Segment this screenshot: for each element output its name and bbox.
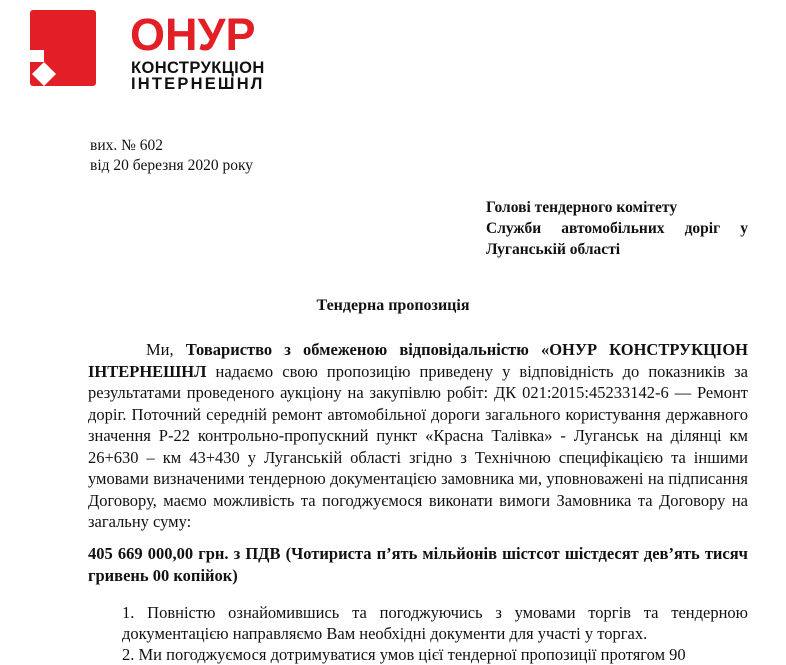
addressee-line: Служби автомобільних доріг у [486,220,748,237]
body-text: надаємо свою пропозицію приведену у відповідність до показників за результатами проведеного аукціону на закупівлю робіт: ДК 021:2015:45233142-6 — Ремонт доріг. Поточний середній ремонт автомобільної дороги загального користування державного значення Р-22 контрольно-пропускний пункт «Красна Талівка» - Луганськ на ділянці км 26+630 – км 43+430 у Луганській області згідно з Технічною специфікацією та іншими умовами визначеними тендерною документацією замовника ми, уповноважені на підписання Договору, маємо можливість та погоджуємося виконати вимоги Замовника та Договору на загальну суму: [88,361,748,531]
company-logo [30,9,270,93]
document-title: Тендерна пропозиція [316,297,470,314]
logo-name: ОНУР [130,9,256,60]
logo-mark-icon [30,10,96,86]
addressee-block [486,197,748,260]
company-name: Товариство з обмеженою відповідальністю «ОНУР КОНСТРУКЦІОН ІНТЕРНЕШНЛ [88,340,748,381]
outgoing-reference [90,136,253,176]
list-item: 1. Повністю ознайомившись та погоджуючись з умовами торгів та тендерною документацією направляємо Вам необхідні документи для участі у торгах. [122,603,748,643]
total-amount: 405 669 000,00 грн. з ПДВ (Чотириста п’ять мільйонів шістсот шістдесят дев’ять тисяч гривень 00 копійок) [88,544,748,585]
addressee-line: Голові тендерного комітету [486,199,678,216]
proposal-paragraph [88,339,748,533]
reference-number: вих. № 602 [90,137,164,154]
logo-subtitle-line2: ІНТЕРНЕШНЛ [131,75,265,93]
reference-date: від 20 березня 2020 року [90,157,253,174]
conditions-list [88,602,748,665]
list-item: 2. Ми погоджуємося дотримуватися умов цієї тендерної пропозиції протягом 90 [122,645,686,664]
logo-subtitle-line1: КОНСТРУКЦІОН [131,59,265,77]
body-lead: Ми, [146,340,186,359]
addressee-line: Луганській області [486,241,621,258]
